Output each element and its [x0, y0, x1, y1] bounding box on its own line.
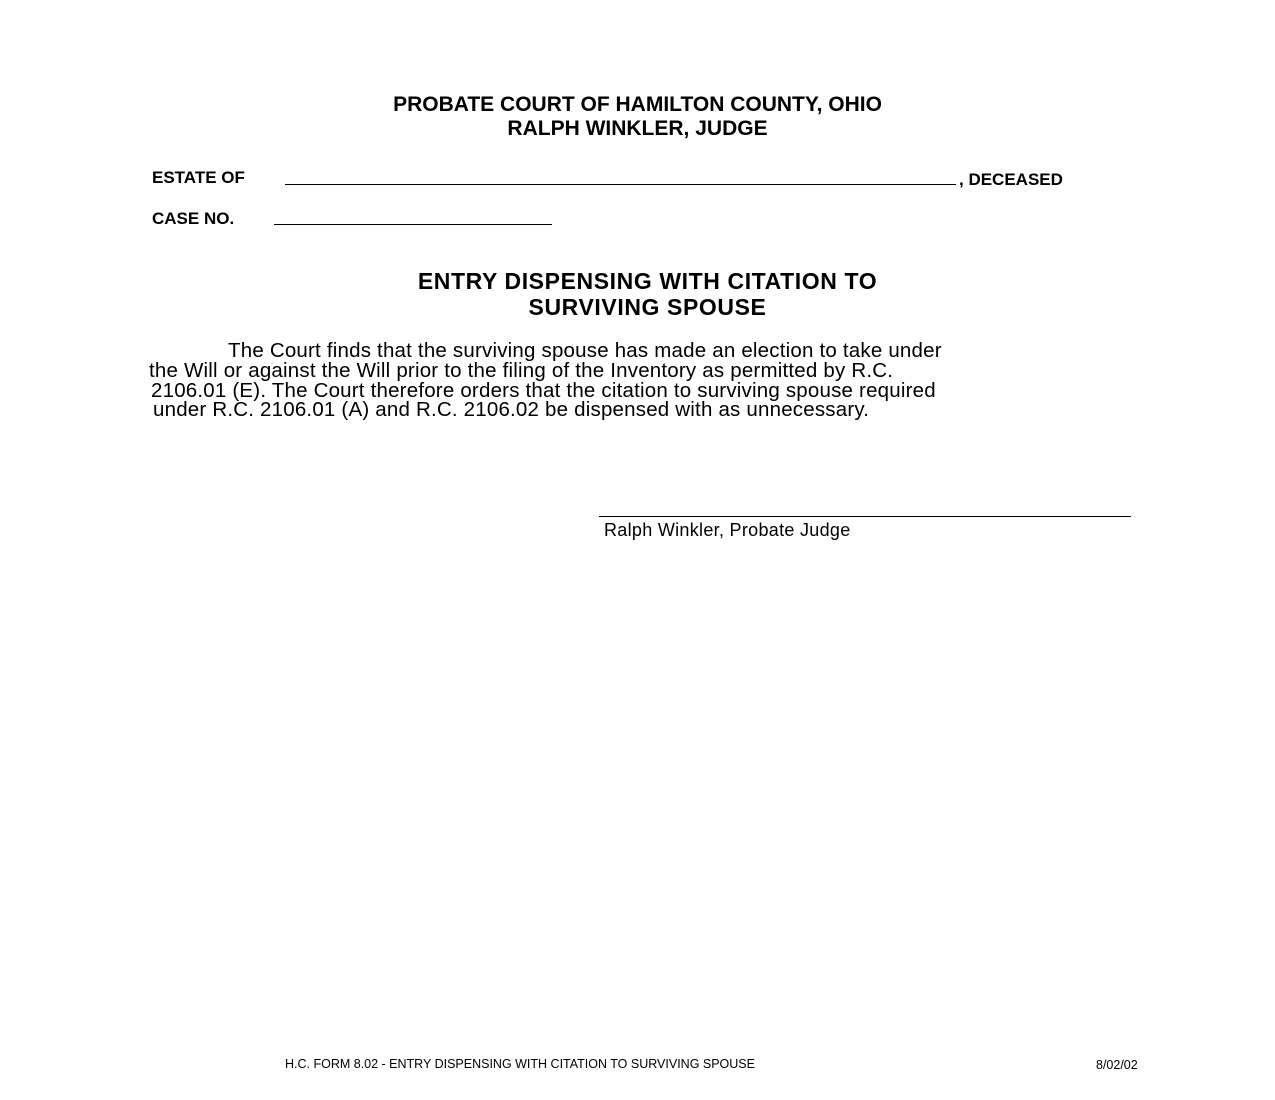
body-line-3: 2106.01 (E). The Court therefore orders that the citation to surviving spouse required: [151, 379, 936, 402]
body-line-4: under R.C. 2106.01 (A) and R.C. 2106.02 be dispensed with as unnecessary.: [153, 398, 870, 421]
footer-form: H.C. FORM 8.02 - ENTRY DISPENSING WITH CITATION TO SURVIVING SPOUSE: [285, 1057, 755, 1071]
body-line-1: The Court finds that the surviving spouse has made an election to take under: [228, 339, 942, 362]
title-line-1: ENTRY DISPENSING WITH CITATION TO: [417, 268, 878, 294]
court-name: PROBATE COURT OF HAMILTON COUNTY, OHIO: [393, 93, 882, 116]
case-label: CASE NO.: [152, 209, 235, 228]
signature-label: Ralph Winkler, Probate Judge: [604, 520, 851, 540]
footer-date: 8/02/02: [1096, 1058, 1138, 1072]
body-line-2: the Will or against the Will prior to the filing of the Inventory as permitted by R.C.: [149, 359, 894, 382]
deceased-label: , DECEASED: [959, 170, 1063, 189]
signature-line: [599, 516, 1131, 517]
title-line-2: SURVIVING SPOUSE: [528, 294, 767, 320]
estate-field[interactable]: [285, 184, 956, 185]
case-number-field[interactable]: [274, 224, 552, 225]
judge-name: RALPH WINKLER, JUDGE: [507, 117, 768, 140]
estate-label: ESTATE OF: [152, 168, 245, 187]
